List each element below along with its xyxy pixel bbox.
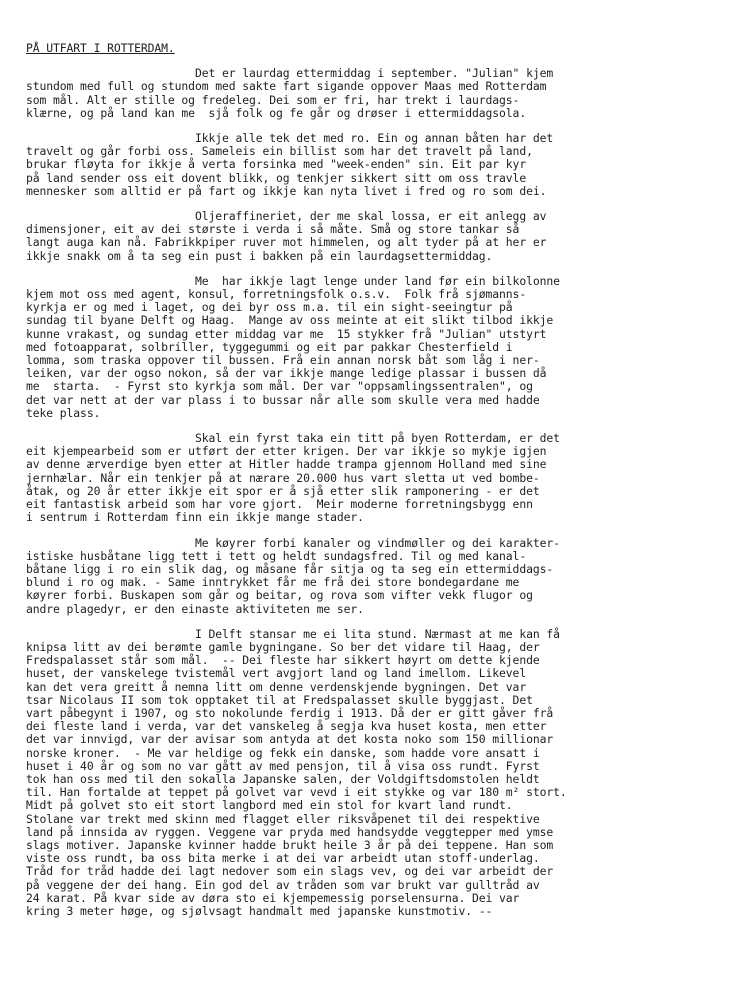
paragraph bbox=[26, 67, 715, 120]
text-line: viste oss rundt, ba oss bita merke i at dei var arbeidt utan stoff-underlag. bbox=[26, 851, 540, 866]
text-line: Midt på golvet sto eit stort langbord med ein stol for kvart land rundt. bbox=[26, 798, 513, 813]
text-line: i sentrum i Rotterdam finn ein ikkje mange stader. bbox=[26, 510, 364, 525]
text-line: av denne ærverdige byen etter at Hitler hadde trampa gjennom Holland med sine bbox=[26, 457, 547, 472]
text-line: på land sender oss eit dovent blikk, og tenkjer sikkert sitt om oss travle bbox=[26, 170, 527, 185]
text-line: huset i 40 år og som no var gått av med pensjon, til å visa oss rundt. Fyrst bbox=[26, 758, 540, 773]
text-line: kan det vera greitt å nemna litt om denne verdenskjende bygningen. Det var bbox=[26, 679, 527, 694]
text-line: knipsa litt av dei berømte gamle bygningane. So ber det vidare til Haag, der bbox=[26, 639, 540, 654]
text-line: lomma, som traska oppover til bussen. Frå ein annan norsk båt som låg i ner- bbox=[26, 353, 540, 368]
text-line: Me køyrer forbi kanaler og vindmøller og dei karakter- bbox=[26, 535, 560, 550]
text-line: køyrer forbi. Buskapen som går og beitar, og rova som vifter vekk flugor og bbox=[26, 588, 533, 603]
text-line: åtak, og 20 år etter ikkje eit spor er å sjå etter slik ramponering - er det bbox=[26, 483, 540, 498]
paragraph bbox=[26, 132, 715, 198]
text-line: land på innsida av ryggen. Veggene var pryda med handsydde veggtepper med ymse bbox=[26, 824, 554, 839]
text-line: stundom med full og stundom med sakte fart sigande oppover Maas med Rotterdam bbox=[26, 79, 547, 94]
text-line: eit fantastisk arbeid som har vore gjort. Meir moderne forretningsbygg enn bbox=[26, 497, 533, 512]
text-line: tok han oss med til den sokalla Japanske salen, der Voldgiftsdomstolen heldt bbox=[26, 771, 540, 786]
text-line: Me har ikkje lagt lenge under land før ein bilkolonne bbox=[26, 273, 560, 288]
text-line: langt auga kan nå. Fabrikkpiper ruver mot himmelen, og alt tyder på at her er bbox=[26, 235, 547, 250]
text-line: leiken, var der ogso nokon, så der var ikkje mange ledige plassar i bussen då bbox=[26, 366, 547, 381]
text-line: ikkje snakk om å ta seg ein pust i bakken på ein laurdagsettermiddag. bbox=[26, 248, 493, 263]
text-line: på veggene der dei hang. Ein god del av tråden som var brukt var gulltråd av bbox=[26, 877, 540, 892]
text-line: Ikkje alle tek det med ro. Ein og annan båten har det bbox=[26, 131, 554, 146]
text-line: teke plass. bbox=[26, 405, 101, 420]
text-line: me starta. - Fyrst sto kyrkja som mål. Der var "oppsamlingssentralen", og bbox=[26, 379, 533, 394]
text-line: jernhælar. Når ein tenkjer på at nærare 20.000 hus vart sletta ut ved bombe- bbox=[26, 470, 540, 485]
text-line: travelt og går forbi oss. Sameleis ein billist som har det travelt på land, bbox=[26, 144, 533, 159]
text-line: som mål. Alt er stille og fredeleg. Dei som er fri, har trekt i laurdags- bbox=[26, 92, 520, 107]
document-body bbox=[26, 67, 715, 918]
text-line: blund i ro og mak. - Same inntrykket får me frå dei store bondegardane me bbox=[26, 575, 520, 590]
text-line: slags motiver. Japanske kvinner hadde brukt heile 3 år på dei teppene. Han som bbox=[26, 837, 554, 852]
text-line: eit kjempearbeid som er utført der etter krigen. Der var ikkje so mykje igjen bbox=[26, 444, 547, 459]
text-line: andre plagedyr, er den einaste aktiviteten me ser. bbox=[26, 601, 364, 616]
text-line: Fredspalasset står som mål. -- Dei fleste har sikkert høyrt om dette kjende bbox=[26, 653, 540, 668]
text-line: Det er laurdag ettermiddag i september. "Julian" kjem bbox=[26, 66, 554, 81]
text-line: det var nett at der var plass i to bussar når alle som skulle vera med hadde bbox=[26, 392, 540, 407]
text-line: Oljeraffineriet, der me skal lossa, er eit anlegg av bbox=[26, 209, 547, 224]
paragraph bbox=[26, 275, 715, 420]
text-line: huset, der vanskelege tvistemål vert avgjort land og land imellom. Likevel bbox=[26, 666, 527, 681]
text-line: kring 3 meter høge, og sjølvsagt handmalt med japanske kunstmotiv. -- bbox=[26, 903, 493, 918]
paragraph bbox=[26, 628, 715, 918]
paragraph bbox=[26, 432, 715, 524]
text-line: dimensjoner, eit av dei største i verda i så måte. Små og store tankar så bbox=[26, 222, 520, 237]
text-line: istiske husbåtane ligg tett i tett og heldt sundagsfred. Til og med kanal- bbox=[26, 548, 527, 563]
text-line: det var innvigd, var der avisar som antyda at det kosta noko som 150 millionar bbox=[26, 732, 554, 747]
text-line: 24 karat. På kvar side av døra sto ei kjempemessig porselensurna. Dei var bbox=[26, 890, 520, 905]
text-line: sundag til byane Delft og Haag. Mange av oss meinte at eit slikt tilbod ikkje bbox=[26, 313, 554, 328]
text-line: Stolane var trekt med skinn med flagget eller riksvåpenet til dei respektive bbox=[26, 811, 540, 826]
document-title: PÅ UTFART I ROTTERDAM. bbox=[26, 41, 175, 55]
text-line: Tråd for tråd hadde dei lagt nedover som ein slags vev, og dei var arbeidt der bbox=[26, 864, 554, 879]
text-line: kunne vrakast, og sundag etter middag var me 15 stykker frå "Julian" utstyrt bbox=[26, 326, 547, 341]
text-line: kyrkja er og med i laget, og dei byr oss m.a. til ein sight-seeingtur på bbox=[26, 300, 513, 315]
text-line: klærne, og på land kan me sjå folk og fe går og drøser i ettermiddagsola. bbox=[26, 105, 527, 120]
text-line: tsar Nicolaus II som tok opptaket til at Fredspalasset skulle byggjast. Det bbox=[26, 692, 533, 707]
text-line: kjem mot oss med agent, konsul, forretningsfolk o.s.v. Folk frå sjømanns- bbox=[26, 287, 527, 302]
text-line: båtane ligg i ro ein slik dag, og måsane får sitja og ta seg ein ettermiddags- bbox=[26, 561, 554, 576]
text-line: Skal ein fyrst taka ein titt på byen Rotterdam, er det bbox=[26, 431, 560, 446]
text-line: med fotoapparat, solbriller, tyggegummi og eit par pakkar Chesterfield i bbox=[26, 339, 513, 354]
text-line: norske kroner. - Me var heldige og fekk ein danske, som hadde vore ansatt i bbox=[26, 745, 540, 760]
text-line: vart påbegynt i 1907, og sto nokolunde ferdig i 1913. Då der er gitt gåver frå bbox=[26, 705, 554, 720]
text-line: brukar fløyta for ikkje å verta forsinka med "week-enden" sin. Eit par kyr bbox=[26, 157, 527, 172]
paragraph bbox=[26, 210, 715, 263]
text-line: I Delft stansar me ei lita stund. Nærmast at me kan få bbox=[26, 626, 560, 641]
text-line: mennesker som alltid er på fart og ikkje kan nyta livet i fred og ro som dei. bbox=[26, 183, 547, 198]
text-line: dei fleste land i verda, var det vanskeleg å segja kva huset kosta, men etter bbox=[26, 719, 547, 734]
text-line: til. Han fortalde at teppet på golvet var vevd i eit stykke og var 180 m² stort. bbox=[26, 785, 567, 800]
paragraph bbox=[26, 537, 715, 616]
